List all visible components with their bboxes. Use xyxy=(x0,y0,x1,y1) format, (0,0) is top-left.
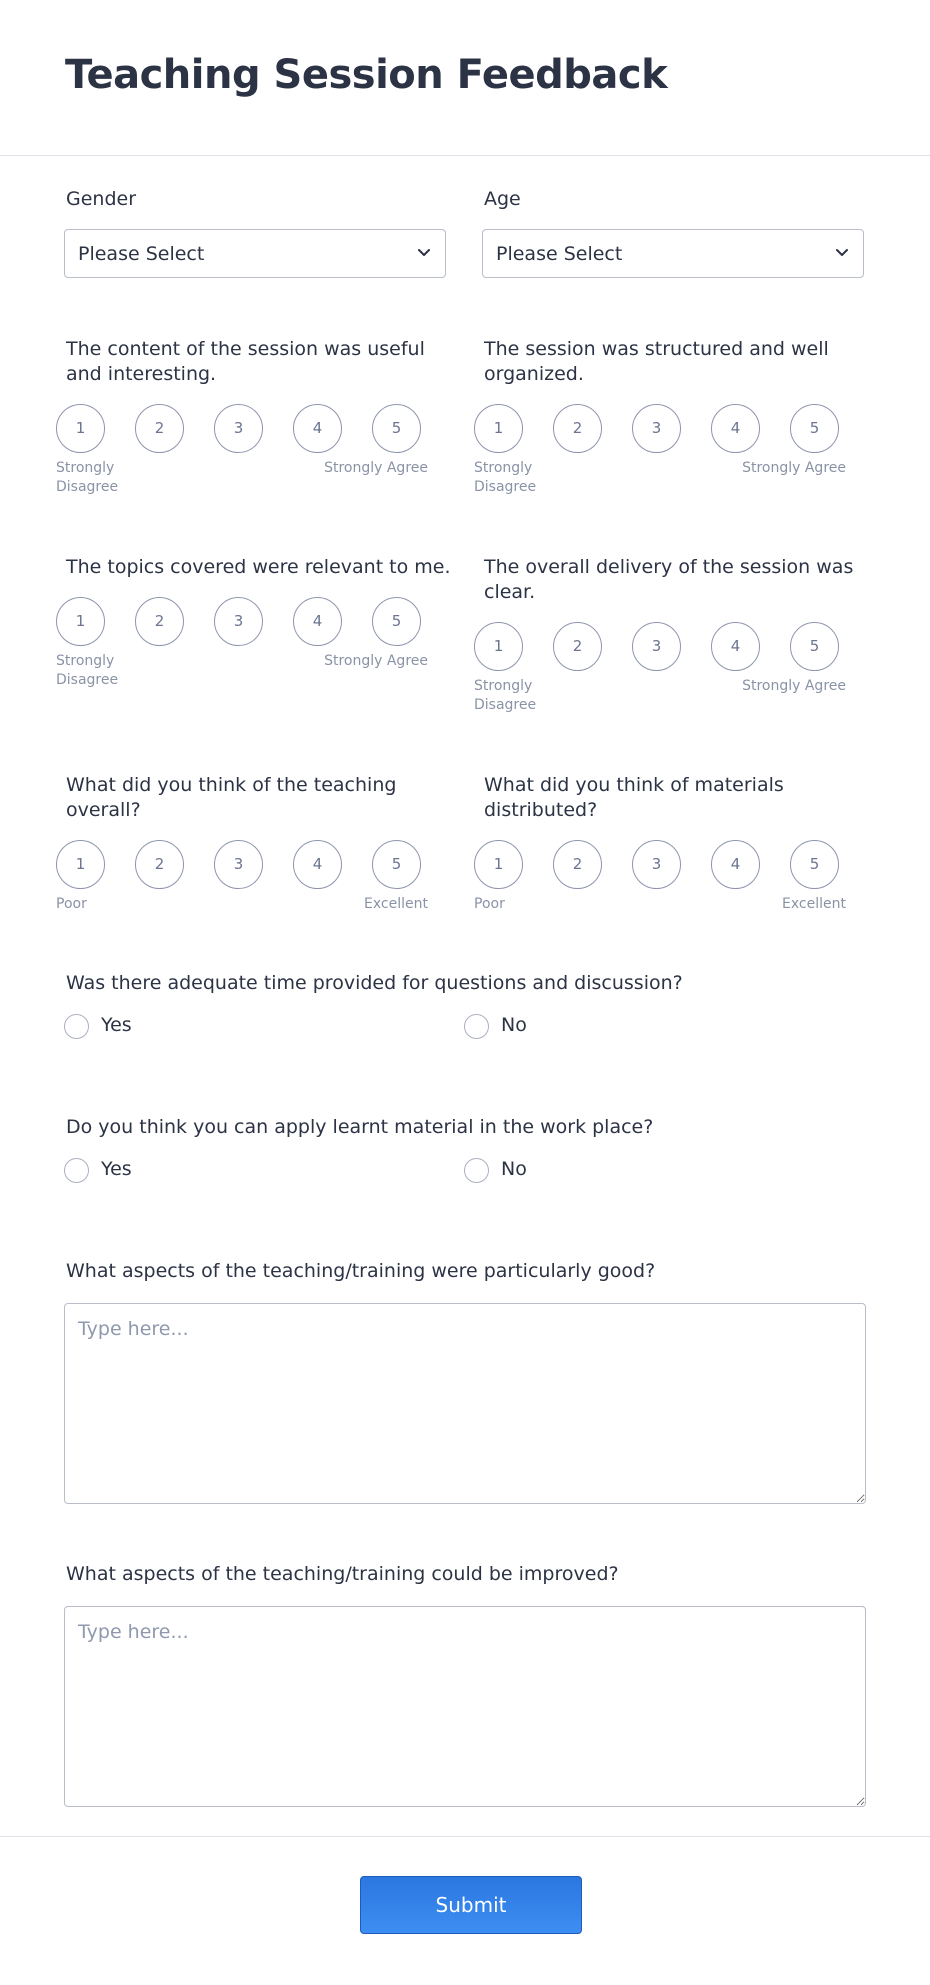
age-select[interactable] xyxy=(482,229,864,278)
rating-option-5[interactable]: 5 xyxy=(790,622,839,671)
rating-option-1[interactable]: 1 xyxy=(56,840,105,889)
rating-scale-teaching xyxy=(56,840,428,940)
rating-question-teaching: What did you think of the teaching overall? xyxy=(66,774,397,821)
rating-high-label: Excellent xyxy=(364,896,428,912)
rating-low-label: Strongly Disagree xyxy=(474,678,537,713)
rating-option-3[interactable]: 3 xyxy=(632,622,681,671)
gender-select[interactable] xyxy=(64,229,446,278)
form-title: Teaching Session Feedback xyxy=(65,52,668,98)
rating-scale-materials xyxy=(474,840,846,940)
gender-label: Gender xyxy=(66,188,137,210)
rating-low-label: Poor xyxy=(474,896,505,912)
rating-option-1[interactable]: 1 xyxy=(474,622,523,671)
rating-option-3[interactable]: 3 xyxy=(214,597,263,646)
rating-option-2[interactable]: 2 xyxy=(553,404,602,453)
rating-question-structure: The session was structured and well organized. xyxy=(484,338,829,385)
rating-option-5[interactable]: 5 xyxy=(790,840,839,889)
age-select-value: Please Select xyxy=(496,243,623,265)
rating-question-materials: What did you think of materials distributed? xyxy=(484,774,784,821)
particularly-good-textarea[interactable] xyxy=(64,1303,866,1504)
rating-low-label: Strongly Disagree xyxy=(474,460,537,495)
rating-option-2[interactable]: 2 xyxy=(135,597,184,646)
chevron-down-icon xyxy=(415,243,433,261)
rating-option-1[interactable]: 1 xyxy=(56,404,105,453)
could-improve-textarea[interactable] xyxy=(64,1606,866,1807)
radio-label-yes[interactable]: Yes xyxy=(101,1158,132,1180)
rating-option-2[interactable]: 2 xyxy=(553,840,602,889)
rating-option-5[interactable]: 5 xyxy=(372,840,421,889)
rating-option-4[interactable]: 4 xyxy=(293,404,342,453)
rating-scale-structure xyxy=(474,404,846,504)
radio-apply-material-no[interactable] xyxy=(464,1158,489,1183)
rating-low-label: Strongly Disagree xyxy=(56,460,119,495)
rating-option-4[interactable]: 4 xyxy=(711,840,760,889)
radio-label-no[interactable]: No xyxy=(501,1014,527,1036)
radio-adequate-time-no[interactable] xyxy=(464,1014,489,1039)
rating-option-5[interactable]: 5 xyxy=(790,404,839,453)
rating-question-content: The content of the session was useful and interesting. xyxy=(66,338,425,385)
rating-option-3[interactable]: 3 xyxy=(632,404,681,453)
radio-label-yes[interactable]: Yes xyxy=(101,1014,132,1036)
rating-option-1[interactable]: 1 xyxy=(474,840,523,889)
question-particularly-good: What aspects of the teaching/training were particularly good? xyxy=(66,1260,656,1282)
rating-high-label: Strongly Agree xyxy=(742,678,846,694)
rating-option-2[interactable]: 2 xyxy=(135,840,184,889)
rating-option-5[interactable]: 5 xyxy=(372,597,421,646)
rating-question-relevance: The topics covered were relevant to me. xyxy=(66,556,451,578)
rating-low-label: Poor xyxy=(56,896,87,912)
rating-high-label: Strongly Agree xyxy=(324,460,428,476)
rating-option-1[interactable]: 1 xyxy=(474,404,523,453)
rating-option-2[interactable]: 2 xyxy=(553,622,602,671)
rating-question-delivery: The overall delivery of the session was clear. xyxy=(484,556,854,603)
radio-apply-material-yes[interactable] xyxy=(64,1158,89,1183)
rating-high-label: Strongly Agree xyxy=(324,653,428,669)
rating-high-label: Excellent xyxy=(782,896,846,912)
radio-label-no[interactable]: No xyxy=(501,1158,527,1180)
rating-low-label: Strongly Disagree xyxy=(56,653,119,688)
chevron-down-icon xyxy=(833,243,851,261)
rating-option-5[interactable]: 5 xyxy=(372,404,421,453)
rating-high-label: Strongly Agree xyxy=(742,460,846,476)
rating-option-4[interactable]: 4 xyxy=(711,404,760,453)
rating-option-4[interactable]: 4 xyxy=(711,622,760,671)
question-could-improve: What aspects of the teaching/training could be improved? xyxy=(66,1563,619,1585)
rating-scale-relevance xyxy=(56,597,428,697)
rating-scale-content xyxy=(56,404,428,504)
rating-option-1[interactable]: 1 xyxy=(56,597,105,646)
submit-button[interactable]: Submit xyxy=(360,1876,582,1934)
age-label: Age xyxy=(484,188,521,210)
form-footer xyxy=(0,1836,930,1985)
rating-option-3[interactable]: 3 xyxy=(632,840,681,889)
rating-option-2[interactable]: 2 xyxy=(135,404,184,453)
rating-option-4[interactable]: 4 xyxy=(293,597,342,646)
rating-option-3[interactable]: 3 xyxy=(214,840,263,889)
form-header xyxy=(0,0,930,156)
rating-scale-delivery xyxy=(474,622,846,722)
question-adequate-time: Was there adequate time provided for questions and discussion? xyxy=(66,972,683,994)
rating-option-4[interactable]: 4 xyxy=(293,840,342,889)
radio-adequate-time-yes[interactable] xyxy=(64,1014,89,1039)
gender-select-value: Please Select xyxy=(78,243,205,265)
question-apply-material: Do you think you can apply learnt material in the work place? xyxy=(66,1116,654,1138)
rating-option-3[interactable]: 3 xyxy=(214,404,263,453)
